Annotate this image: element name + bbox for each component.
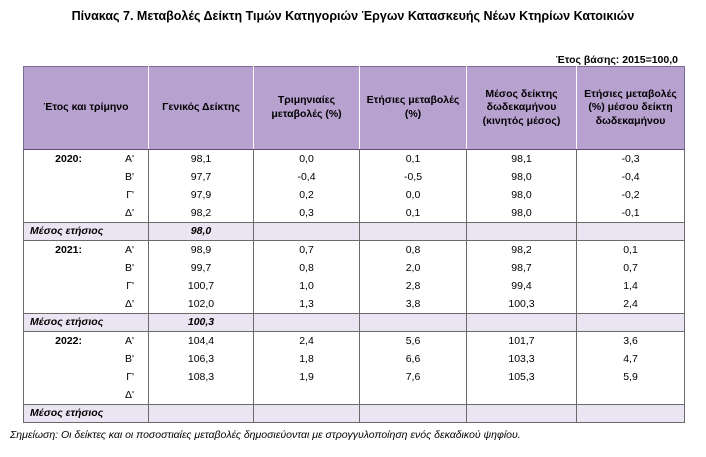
- annual-average-label: Μέσος ετήσιος: [24, 405, 149, 423]
- table-row: [24, 259, 685, 277]
- avg12-change-cell: 5,9: [577, 368, 685, 386]
- table-row: [24, 350, 685, 368]
- annual-change-cell: 3,8: [360, 295, 467, 314]
- annual-average-row: [24, 314, 685, 332]
- year-label: [24, 386, 82, 404]
- avg12-change-cell: 4,7: [577, 350, 685, 368]
- price-index-table: [23, 66, 685, 423]
- empty-cell: [360, 314, 467, 332]
- annual-change-cell: 2,0: [360, 259, 467, 277]
- empty-cell: [577, 405, 685, 423]
- annual-average-value: [149, 405, 254, 423]
- avg12-change-cell: [577, 386, 685, 405]
- period-cell: [24, 295, 149, 314]
- header-year-quarter: Έτος και τρίμηνο: [24, 67, 149, 150]
- table-row: [24, 368, 685, 386]
- year-label: [24, 168, 82, 186]
- year-label: 2021:: [55, 244, 82, 256]
- empty-cell: [254, 223, 360, 241]
- empty-cell: [254, 314, 360, 332]
- avg12-cell: 98,1: [467, 150, 577, 169]
- quarterly-change-cell: 0,2: [254, 186, 360, 204]
- annual-change-cell: 7,6: [360, 368, 467, 386]
- annual-change-cell: 0,1: [360, 150, 467, 169]
- base-year-label: Έτος βάσης: 2015=100,0: [555, 54, 678, 66]
- avg12-cell: 101,7: [467, 332, 577, 351]
- header-quarterly-change: Τριμηνιαίες μεταβολές (%): [254, 67, 360, 150]
- empty-cell: [577, 314, 685, 332]
- header-annual-change: Ετήσιες μεταβολές (%): [360, 67, 467, 150]
- avg12-change-cell: 2,4: [577, 295, 685, 314]
- year-label: [24, 350, 82, 368]
- empty-cell: [467, 405, 577, 423]
- empty-cell: [577, 223, 685, 241]
- general-index-cell: 104,4: [149, 332, 254, 351]
- empty-cell: [360, 223, 467, 241]
- avg12-cell: 99,4: [467, 277, 577, 295]
- quarter-label: Α': [124, 335, 134, 347]
- general-index-cell: 97,7: [149, 168, 254, 186]
- empty-cell: [467, 314, 577, 332]
- period-cell: [24, 168, 149, 186]
- quarterly-change-cell: 0,8: [254, 259, 360, 277]
- quarterly-change-cell: 1,9: [254, 368, 360, 386]
- quarter-label: Γ': [126, 371, 134, 383]
- avg12-cell: 105,3: [467, 368, 577, 386]
- quarter-label: Α': [124, 244, 134, 256]
- avg12-cell: 98,0: [467, 168, 577, 186]
- avg12-cell: 98,0: [467, 204, 577, 223]
- annual-change-cell: 0,0: [360, 186, 467, 204]
- avg12-change-cell: -0,3: [577, 150, 685, 169]
- quarterly-change-cell: -0,4: [254, 168, 360, 186]
- period-cell: [24, 350, 149, 368]
- general-index-cell: [149, 386, 254, 405]
- quarterly-change-cell: 0,0: [254, 150, 360, 169]
- general-index-cell: 99,7: [149, 259, 254, 277]
- period-cell: [24, 204, 149, 223]
- general-index-cell: 108,3: [149, 368, 254, 386]
- quarter-label: Β': [124, 171, 134, 183]
- period-cell: [24, 332, 149, 351]
- table-row: [24, 241, 685, 260]
- annual-change-cell: [360, 386, 467, 405]
- avg12-change-cell: 0,7: [577, 259, 685, 277]
- table-row: [24, 295, 685, 314]
- period-cell: [24, 241, 149, 260]
- year-label: [24, 259, 82, 277]
- period-cell: [24, 186, 149, 204]
- avg12-cell: 98,0: [467, 186, 577, 204]
- annual-change-cell: -0,5: [360, 168, 467, 186]
- general-index-cell: 98,1: [149, 150, 254, 169]
- avg12-change-cell: -0,1: [577, 204, 685, 223]
- avg12-change-cell: 1,4: [577, 277, 685, 295]
- year-label: [24, 186, 82, 204]
- quarter-label: Β': [124, 353, 134, 365]
- annual-change-cell: 5,6: [360, 332, 467, 351]
- general-index-cell: 98,9: [149, 241, 254, 260]
- general-index-cell: 100,7: [149, 277, 254, 295]
- header-row: [24, 67, 685, 150]
- table-row: [24, 386, 685, 405]
- quarterly-change-cell: 1,8: [254, 350, 360, 368]
- empty-cell: [360, 405, 467, 423]
- general-index-cell: 98,2: [149, 204, 254, 223]
- table-row: [24, 332, 685, 351]
- quarter-label: Δ': [124, 207, 134, 219]
- annual-change-cell: 2,8: [360, 277, 467, 295]
- avg12-cell: 100,3: [467, 295, 577, 314]
- quarter-label: Δ': [124, 298, 134, 310]
- annual-average-value: 100,3: [149, 314, 254, 332]
- annual-change-cell: 6,6: [360, 350, 467, 368]
- quarterly-change-cell: 2,4: [254, 332, 360, 351]
- period-cell: [24, 368, 149, 386]
- quarterly-change-cell: 1,3: [254, 295, 360, 314]
- period-cell: [24, 259, 149, 277]
- table-row: [24, 204, 685, 223]
- header-12month-average: Μέσος δείκτης δωδεκαμήνου (κινητός μέσος): [467, 67, 577, 150]
- avg12-cell: 103,3: [467, 350, 577, 368]
- quarterly-change-cell: 0,7: [254, 241, 360, 260]
- quarter-label: Α': [124, 153, 134, 165]
- avg12-change-cell: -0,2: [577, 186, 685, 204]
- general-index-cell: 97,9: [149, 186, 254, 204]
- general-index-cell: 102,0: [149, 295, 254, 314]
- table-row: [24, 186, 685, 204]
- quarterly-change-cell: 1,0: [254, 277, 360, 295]
- year-label: [24, 204, 82, 222]
- quarter-label: Δ': [124, 389, 134, 401]
- year-label: [24, 368, 82, 386]
- avg12-cell: [467, 386, 577, 405]
- avg12-cell: 98,2: [467, 241, 577, 260]
- annual-change-cell: 0,8: [360, 241, 467, 260]
- table-row: [24, 168, 685, 186]
- annual-average-row: [24, 405, 685, 423]
- annual-change-cell: 0,1: [360, 204, 467, 223]
- footnote: Σημείωση: Οι δείκτες και οι ποσοστιαίες μεταβολές δημοσιεύονται με στρογγυλοποίηση ενός δεκαδικού ψηφίου.: [10, 429, 521, 441]
- avg12-change-cell: 3,6: [577, 332, 685, 351]
- header-12month-average-change: Ετήσιες μεταβολές (%) μέσου δείκτη δωδεκαμήνου: [577, 67, 685, 150]
- avg12-change-cell: -0,4: [577, 168, 685, 186]
- quarterly-change-cell: [254, 386, 360, 405]
- quarterly-change-cell: 0,3: [254, 204, 360, 223]
- general-index-cell: 106,3: [149, 350, 254, 368]
- avg12-cell: 98,7: [467, 259, 577, 277]
- quarter-label: Γ': [126, 189, 134, 201]
- annual-average-row: [24, 223, 685, 241]
- quarter-label: Β': [124, 262, 134, 274]
- avg12-change-cell: 0,1: [577, 241, 685, 260]
- year-label: 2022:: [55, 335, 82, 347]
- period-cell: [24, 150, 149, 169]
- year-label: [24, 277, 82, 295]
- annual-average-value: 98,0: [149, 223, 254, 241]
- empty-cell: [254, 405, 360, 423]
- table-title: Πίνακας 7. Μεταβολές Δείκτη Τιμών Κατηγοριών Έργων Κατασκευής Νέων Κτηρίων Κατοικιών: [71, 9, 635, 23]
- header-general-index: Γενικός Δείκτης: [149, 67, 254, 150]
- annual-average-label: Μέσος ετήσιος: [24, 314, 149, 332]
- annual-average-label: Μέσος ετήσιος: [24, 223, 149, 241]
- table-row: [24, 277, 685, 295]
- period-cell: [24, 386, 149, 405]
- year-label: [24, 295, 82, 313]
- year-label: 2020:: [55, 153, 82, 165]
- empty-cell: [467, 223, 577, 241]
- period-cell: [24, 277, 149, 295]
- table-row: [24, 150, 685, 169]
- quarter-label: Γ': [126, 280, 134, 292]
